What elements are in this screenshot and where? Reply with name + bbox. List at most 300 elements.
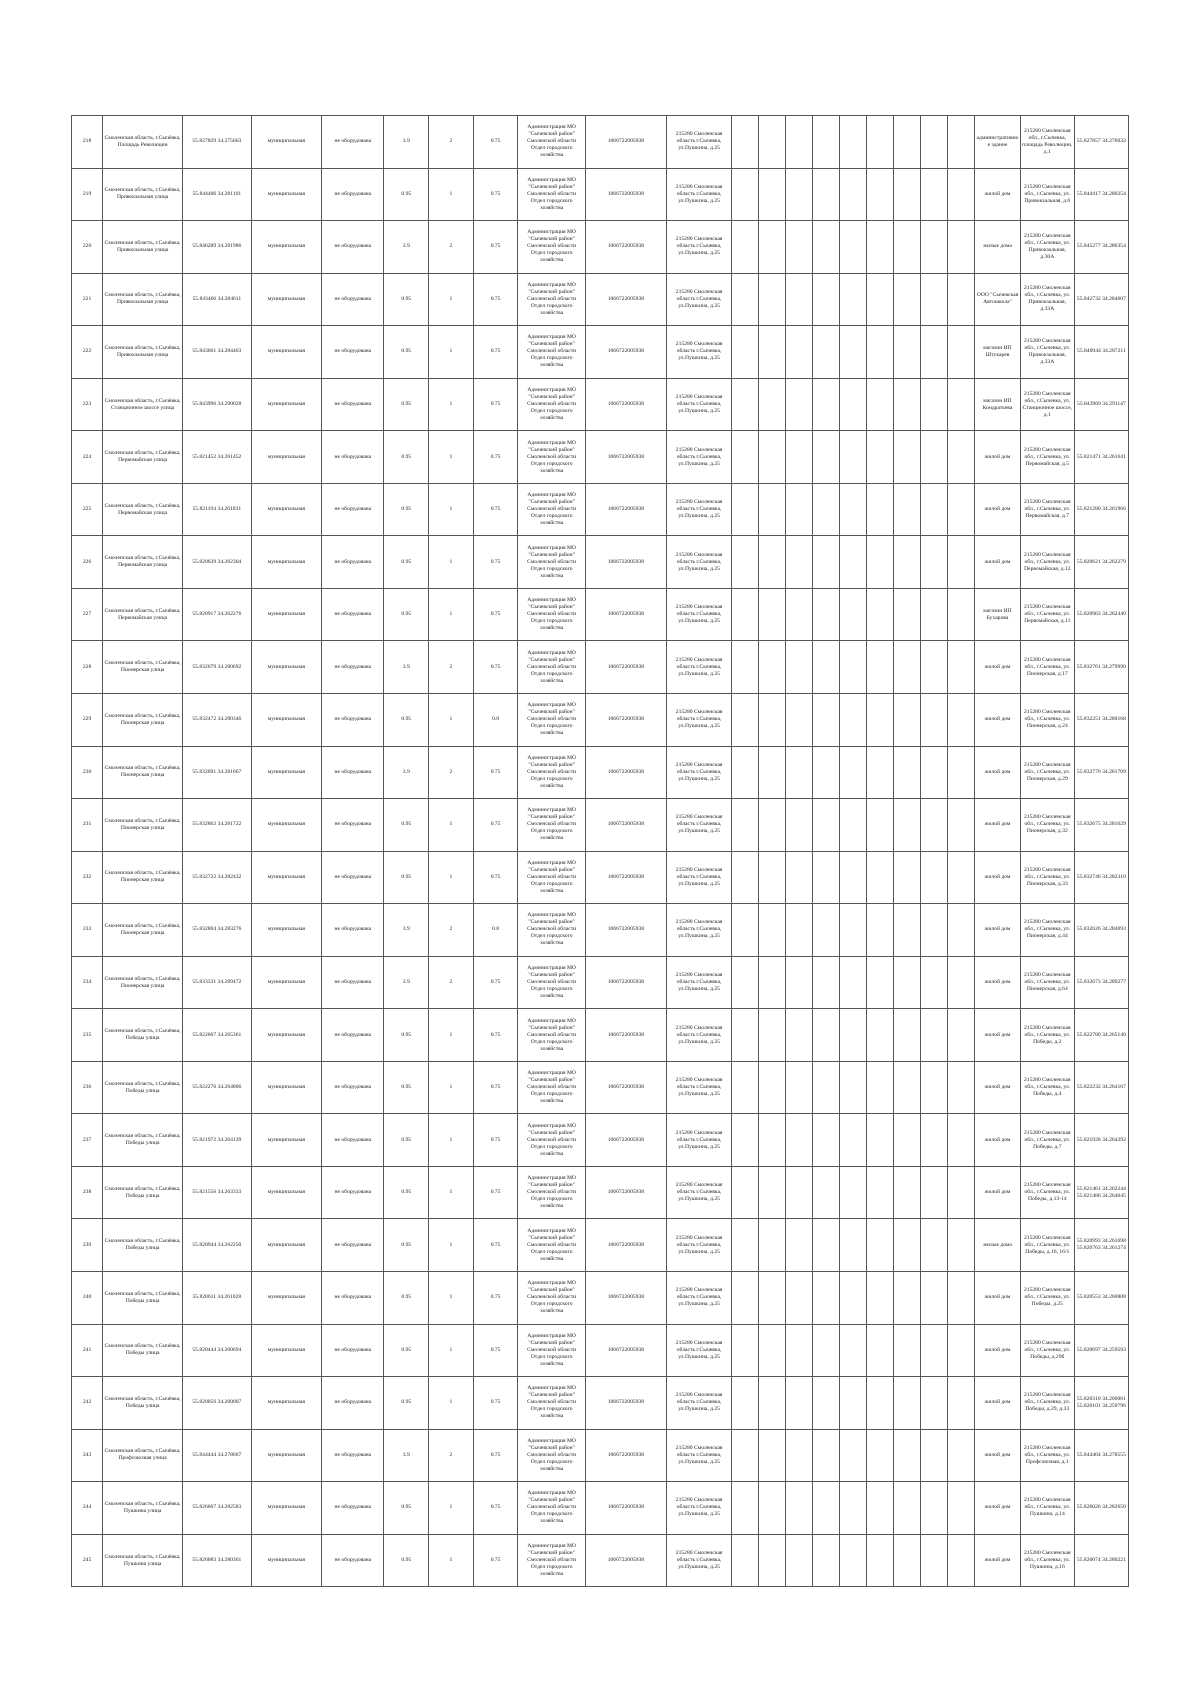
- blank-cell: [732, 378, 759, 431]
- blank-cell: [759, 1166, 786, 1219]
- blank-cell: [840, 1009, 867, 1062]
- container-volume: 0.75: [473, 536, 518, 589]
- table-row: [72, 694, 1129, 747]
- source-coords: 55.821928 34.264292: [1074, 1114, 1128, 1167]
- blank-cell: [759, 746, 786, 799]
- container-count: 2: [429, 746, 474, 799]
- site-area: 0.95: [384, 799, 429, 852]
- blank-cell: [759, 904, 786, 957]
- blank-cell: [759, 1219, 786, 1272]
- blank-cell: [921, 588, 948, 641]
- owner-address: 215280 Смоленская область г.Сычевка, ул.Пушкина, д.25: [666, 799, 731, 852]
- owner-ogrn: 1066722005938: [585, 588, 666, 641]
- location-address: Смоленская область, г.Сычёвка, Пушкина улица: [103, 1482, 183, 1535]
- row-number: 228: [72, 641, 103, 694]
- container-count: 1: [429, 799, 474, 852]
- location-address: Смоленская область, г.Сычёвка, Победы улица: [103, 1009, 183, 1062]
- blank-cell: [867, 694, 894, 747]
- owner-name: Администрация МО "Сычевский район" Смоленской области Отдел городского хозяйства: [518, 1429, 585, 1482]
- location-address: Смоленская область, г.Сычёвка, Пионерская улица: [103, 694, 183, 747]
- blank-cell: [867, 1219, 894, 1272]
- blank-cell: [948, 221, 975, 274]
- blank-cell: [921, 483, 948, 536]
- blank-cell: [759, 1377, 786, 1430]
- source-address: 215280 Смоленская обл., г.Сычевка, ул. Пушкина, д.16: [1020, 1534, 1074, 1587]
- table-row: [72, 1377, 1129, 1430]
- blank-cell: [813, 1377, 840, 1430]
- site-area: 3.9: [384, 641, 429, 694]
- owner-name: Администрация МО "Сычевский район" Смоленской области Отдел городского хозяйства: [518, 378, 585, 431]
- location-coords: 55.832722 34.282432: [183, 851, 252, 904]
- equipment-status: не оборудована: [322, 1377, 384, 1430]
- owner-name: Администрация МО "Сычевский район" Смоленской области Отдел городского хозяйства: [518, 799, 585, 852]
- blank-cell: [732, 1377, 759, 1430]
- blank-cell: [786, 641, 813, 694]
- blank-cell: [921, 1009, 948, 1062]
- source-coords: 55.832746 34.282310: [1074, 851, 1128, 904]
- container-count: 1: [429, 1272, 474, 1325]
- blank-cell: [867, 588, 894, 641]
- blank-cell: [921, 1272, 948, 1325]
- blank-cell: [840, 746, 867, 799]
- location-coords: 55.832472 34.280346: [183, 694, 252, 747]
- blank-cell: [759, 1114, 786, 1167]
- source-address: 215280 Смоленская обл., г.Сычевка, ул. Победы, д.16, 16/1: [1020, 1219, 1074, 1272]
- source-coords: 55.820993 34.261698 55.820763 34.261274: [1074, 1219, 1128, 1272]
- waste-source: административное здание: [975, 116, 1021, 169]
- table-row: [72, 904, 1129, 957]
- blank-cell: [867, 746, 894, 799]
- equipment-status: не оборудована: [322, 588, 384, 641]
- blank-cell: [867, 116, 894, 169]
- blank-cell: [732, 1272, 759, 1325]
- waste-source: жилой дом: [975, 431, 1021, 484]
- blank-cell: [840, 1166, 867, 1219]
- table-row: [72, 221, 1129, 274]
- blank-cell: [786, 536, 813, 589]
- table-row: [72, 1429, 1129, 1482]
- table-row: [72, 1534, 1129, 1587]
- blank-cell: [948, 536, 975, 589]
- equipment-status: не оборудована: [322, 1482, 384, 1535]
- location-coords: 55.826083 34.280361: [183, 1534, 252, 1587]
- blank-cell: [732, 1482, 759, 1535]
- blank-cell: [732, 588, 759, 641]
- site-area: 0.95: [384, 431, 429, 484]
- blank-cell: [921, 1219, 948, 1272]
- blank-cell: [894, 378, 921, 431]
- blank-cell: [948, 431, 975, 484]
- container-count: 1: [429, 1219, 474, 1272]
- blank-cell: [894, 851, 921, 904]
- owner-ogrn: 1066722005938: [585, 536, 666, 589]
- container-count: 1: [429, 483, 474, 536]
- blank-cell: [894, 588, 921, 641]
- blank-cell: [921, 1429, 948, 1482]
- source-coords: 55.832761 34.279990: [1074, 641, 1128, 694]
- location-coords: 55.821972 34.264139: [183, 1114, 252, 1167]
- blank-cell: [813, 1219, 840, 1272]
- site-area: 0.95: [384, 326, 429, 379]
- source-coords: 55.821471 34.261641: [1074, 431, 1128, 484]
- container-volume: 0.75: [473, 799, 518, 852]
- owner-ogrn: 1066722005938: [585, 1272, 666, 1325]
- row-number: 218: [72, 116, 103, 169]
- blank-cell: [840, 168, 867, 221]
- equipment-status: не оборудована: [322, 221, 384, 274]
- blank-cell: [813, 694, 840, 747]
- owner-address: 215280 Смоленская область г.Сычевка, ул.Пушкина, д.25: [666, 1009, 731, 1062]
- blank-cell: [840, 536, 867, 589]
- location-coords: 55.844406 34.281101: [183, 168, 252, 221]
- container-volume: 0.75: [473, 431, 518, 484]
- blank-cell: [786, 1324, 813, 1377]
- ownership-type: муниципальная: [251, 1429, 322, 1482]
- row-number: 223: [72, 378, 103, 431]
- source-coords: 55.821461 34.262244 55.821486 34.264045: [1074, 1166, 1128, 1219]
- container-count: 1: [429, 168, 474, 221]
- ownership-type: муниципальная: [251, 956, 322, 1009]
- source-coords: 55.820697 34.259593: [1074, 1324, 1128, 1377]
- source-coords: 55.826026 34.282656: [1074, 1482, 1128, 1535]
- row-number: 221: [72, 273, 103, 326]
- row-number: 242: [72, 1377, 103, 1430]
- site-area: 0.95: [384, 1272, 429, 1325]
- owner-ogrn: 1066722005938: [585, 1377, 666, 1430]
- equipment-status: не оборудована: [322, 956, 384, 1009]
- container-volume: 0.75: [473, 1114, 518, 1167]
- container-count: 2: [429, 904, 474, 957]
- container-count: 1: [429, 851, 474, 904]
- container-volume: 0.75: [473, 378, 518, 431]
- blank-cell: [948, 483, 975, 536]
- table-row: [72, 746, 1129, 799]
- blank-cell: [759, 1009, 786, 1062]
- owner-ogrn: 1066722005938: [585, 1114, 666, 1167]
- location-coords: 55.832862 34.281722: [183, 799, 252, 852]
- owner-ogrn: 1066722005938: [585, 904, 666, 957]
- owner-name: Администрация МО "Сычевский район" Смоленской области Отдел городского хозяйства: [518, 641, 585, 694]
- owner-name: Администрация МО "Сычевский район" Смоленской области Отдел городского хозяйства: [518, 1061, 585, 1114]
- table-row: [72, 536, 1129, 589]
- container-volume: 0.75: [473, 273, 518, 326]
- blank-cell: [813, 588, 840, 641]
- source-address: 215280 Смоленская обл., г.Сычевка, ул. Победы, д.2: [1020, 1009, 1074, 1062]
- blank-cell: [894, 1534, 921, 1587]
- blank-cell: [813, 1009, 840, 1062]
- row-number: 230: [72, 746, 103, 799]
- blank-cell: [759, 221, 786, 274]
- blank-cell: [813, 116, 840, 169]
- source-coords: 55.821280 34.261966: [1074, 483, 1128, 536]
- blank-cell: [732, 956, 759, 1009]
- owner-ogrn: 1066722005938: [585, 378, 666, 431]
- table-row: [72, 1272, 1129, 1325]
- row-number: 239: [72, 1219, 103, 1272]
- blank-cell: [759, 326, 786, 379]
- location-coords: 55.820639 34.262304: [183, 536, 252, 589]
- owner-ogrn: 1066722005938: [585, 1324, 666, 1377]
- container-count: 1: [429, 1166, 474, 1219]
- blank-cell: [894, 168, 921, 221]
- blank-cell: [948, 641, 975, 694]
- blank-cell: [867, 641, 894, 694]
- source-coords: 55.822232 34.264167: [1074, 1061, 1128, 1114]
- blank-cell: [732, 1429, 759, 1482]
- waste-source: жилой дом: [975, 1166, 1021, 1219]
- source-coords: 55.832770 34.281709: [1074, 746, 1128, 799]
- ownership-type: муниципальная: [251, 641, 322, 694]
- location-coords: 55.820611 34.261028: [183, 1272, 252, 1325]
- blank-cell: [759, 431, 786, 484]
- blank-cell: [732, 1166, 759, 1219]
- table-row: [72, 168, 1129, 221]
- equipment-status: не оборудована: [322, 1009, 384, 1062]
- container-volume: 0.75: [473, 1009, 518, 1062]
- blank-cell: [732, 694, 759, 747]
- table-row: [72, 431, 1129, 484]
- location-coords: 55.820056 34.260007: [183, 1377, 252, 1430]
- location-address: Смоленская область, г.Сычёвка, Профсоюзная улица: [103, 1429, 183, 1482]
- blank-cell: [867, 1114, 894, 1167]
- waste-source: жилой дом: [975, 956, 1021, 1009]
- site-area: 0.95: [384, 378, 429, 431]
- source-coords: 55.840944 34.287211: [1074, 326, 1128, 379]
- blank-cell: [867, 851, 894, 904]
- owner-address: 215280 Смоленская область г.Сычевка, ул.Пушкина, д.25: [666, 1377, 731, 1430]
- owner-name: Администрация МО "Сычевский район" Смоленской области Отдел городского хозяйства: [518, 1534, 585, 1587]
- blank-cell: [759, 536, 786, 589]
- container-volume: 0.75: [473, 1534, 518, 1587]
- blank-cell: [867, 431, 894, 484]
- row-number: 231: [72, 799, 103, 852]
- owner-address: 215280 Смоленская область г.Сычевка, ул.Пушкина, д.25: [666, 746, 731, 799]
- blank-cell: [786, 1429, 813, 1482]
- waste-source: магазин ИП Штукарев: [975, 326, 1021, 379]
- source-coords: 55.827857 34.276032: [1074, 116, 1128, 169]
- blank-cell: [813, 1429, 840, 1482]
- container-volume: 0.75: [473, 641, 518, 694]
- blank-cell: [759, 799, 786, 852]
- waste-source: жилой дом: [975, 1114, 1021, 1167]
- blank-cell: [840, 588, 867, 641]
- blank-cell: [786, 1272, 813, 1325]
- owner-address: 215280 Смоленская область г.Сычевка, ул.Пушкина, д.25: [666, 904, 731, 957]
- blank-cell: [894, 799, 921, 852]
- equipment-status: не оборудована: [322, 273, 384, 326]
- table-row: [72, 851, 1129, 904]
- blank-cell: [867, 1009, 894, 1062]
- blank-cell: [813, 904, 840, 957]
- blank-cell: [948, 1377, 975, 1430]
- row-number: 220: [72, 221, 103, 274]
- blank-cell: [786, 1009, 813, 1062]
- blank-cell: [786, 326, 813, 379]
- location-address: Смоленская область, г.Сычёвка, Первомайская улица: [103, 431, 183, 484]
- ownership-type: муниципальная: [251, 588, 322, 641]
- site-area: 3.9: [384, 904, 429, 957]
- blank-cell: [840, 1377, 867, 1430]
- row-number: 240: [72, 1272, 103, 1325]
- location-coords: 55.832691 34.281667: [183, 746, 252, 799]
- location-address: Смоленская область, г.Сычёвка, Площадь Революции: [103, 116, 183, 169]
- blank-cell: [813, 1114, 840, 1167]
- blank-cell: [813, 1272, 840, 1325]
- blank-cell: [867, 956, 894, 1009]
- blank-cell: [786, 483, 813, 536]
- blank-cell: [894, 1114, 921, 1167]
- blank-cell: [840, 221, 867, 274]
- ownership-type: муниципальная: [251, 1114, 322, 1167]
- blank-cell: [732, 431, 759, 484]
- row-number: 236: [72, 1061, 103, 1114]
- site-area: 0.95: [384, 1219, 429, 1272]
- waste-source: жилой дом: [975, 1272, 1021, 1325]
- owner-name: Администрация МО "Сычевский район" Смоленской области Отдел городского хозяйства: [518, 273, 585, 326]
- source-address: 215280 Смоленская обл., г.Сычевка, ул. Победы, д.29б: [1020, 1324, 1074, 1377]
- row-number: 244: [72, 1482, 103, 1535]
- waste-source: жилой дом: [975, 799, 1021, 852]
- container-volume: 0.75: [473, 483, 518, 536]
- blank-cell: [867, 536, 894, 589]
- blank-cell: [840, 799, 867, 852]
- waste-source: магазин ИП Бухарова: [975, 588, 1021, 641]
- location-coords: 55.820444 34.260694: [183, 1324, 252, 1377]
- blank-cell: [840, 956, 867, 1009]
- blank-cell: [732, 1114, 759, 1167]
- equipment-status: не оборудована: [322, 1534, 384, 1587]
- owner-ogrn: 1066722005938: [585, 483, 666, 536]
- waste-source: жилой дом: [975, 1429, 1021, 1482]
- owner-address: 215280 Смоленская область г.Сычевка, ул.Пушкина, д.25: [666, 273, 731, 326]
- blank-cell: [732, 799, 759, 852]
- blank-cell: [813, 221, 840, 274]
- owner-address: 215280 Смоленская область г.Сычевка, ул.Пушкина, д.25: [666, 1429, 731, 1482]
- blank-cell: [948, 851, 975, 904]
- location-address: Смоленская область, г.Сычёвка, Привокзальная улица: [103, 168, 183, 221]
- source-address: 215280 Смоленская обл., г.Сычевка, ул. Пионерская, д.24: [1020, 694, 1074, 747]
- equipment-status: не оборудована: [322, 851, 384, 904]
- blank-cell: [786, 851, 813, 904]
- owner-name: Администрация МО "Сычевский район" Смоленской области Отдел городского хозяйства: [518, 168, 585, 221]
- blank-cell: [894, 1061, 921, 1114]
- owner-address: 215280 Смоленская область г.Сычевка, ул.Пушкина, д.25: [666, 588, 731, 641]
- blank-cell: [732, 273, 759, 326]
- location-address: Смоленская область, г.Сычёвка, Пионерская улица: [103, 799, 183, 852]
- owner-name: Администрация МО "Сычевский район" Смоленской области Отдел городского хозяйства: [518, 483, 585, 536]
- row-number: 227: [72, 588, 103, 641]
- blank-cell: [921, 904, 948, 957]
- blank-cell: [813, 1061, 840, 1114]
- blank-cell: [813, 273, 840, 326]
- location-coords: 55.827829 34.275663: [183, 116, 252, 169]
- blank-cell: [732, 851, 759, 904]
- container-count: 1: [429, 1377, 474, 1430]
- site-area: 0.95: [384, 1377, 429, 1430]
- blank-cell: [894, 1166, 921, 1219]
- location-coords: 55.821452 34.261452: [183, 431, 252, 484]
- blank-cell: [894, 1377, 921, 1430]
- blank-cell: [867, 221, 894, 274]
- location-address: Смоленская область, г.Сычёвка, Станционное шоссе улица: [103, 378, 183, 431]
- blank-cell: [759, 1272, 786, 1325]
- blank-cell: [759, 1061, 786, 1114]
- blank-cell: [840, 378, 867, 431]
- blank-cell: [759, 1324, 786, 1377]
- blank-cell: [840, 1429, 867, 1482]
- owner-address: 215280 Смоленская область г.Сычевка, ул.Пушкина, д.25: [666, 1219, 731, 1272]
- container-volume: 0.75: [473, 1166, 518, 1219]
- blank-cell: [867, 1377, 894, 1430]
- table-row: [72, 483, 1129, 536]
- table-row: [72, 1166, 1129, 1219]
- source-coords: 55.843969 34.291147: [1074, 378, 1128, 431]
- owner-ogrn: 1066722005938: [585, 641, 666, 694]
- location-coords: 55.822667 34.265361: [183, 1009, 252, 1062]
- container-count: 2: [429, 956, 474, 1009]
- owner-name: Администрация МО "Сычевский район" Смоленской области Отдел городского хозяйства: [518, 1114, 585, 1167]
- blank-cell: [894, 1429, 921, 1482]
- blank-cell: [921, 221, 948, 274]
- owner-address: 215280 Смоленская область г.Сычевка, ул.Пушкина, д.25: [666, 483, 731, 536]
- container-count: 1: [429, 326, 474, 379]
- ownership-type: муниципальная: [251, 851, 322, 904]
- owner-name: Администрация МО "Сычевский район" Смоленской области Отдел городского хозяйства: [518, 1166, 585, 1219]
- blank-cell: [732, 326, 759, 379]
- owner-ogrn: 1066722005938: [585, 1166, 666, 1219]
- source-address: 215280 Смоленская обл., г.Сычевка, ул. Победы, д.7: [1020, 1114, 1074, 1167]
- owner-address: 215280 Смоленская область г.Сычевка, ул.Пушкина, д.25: [666, 694, 731, 747]
- blank-cell: [786, 1114, 813, 1167]
- waste-source: жилые дома: [975, 221, 1021, 274]
- location-address: Смоленская область, г.Сычёвка, Пионерская улица: [103, 904, 183, 957]
- source-address: 215280 Смоленская обл., г.Сычевка, ул. Первомайская, д.5: [1020, 431, 1074, 484]
- container-count: 1: [429, 273, 474, 326]
- location-address: Смоленская область, г.Сычёвка, Пионерская улица: [103, 641, 183, 694]
- blank-cell: [948, 378, 975, 431]
- blank-cell: [840, 1272, 867, 1325]
- location-address: Смоленская область, г.Сычёвка, Пионерская улица: [103, 956, 183, 1009]
- source-address: 215280 Смоленская обл., г.Сычевка, ул. Победы, д.13-14: [1020, 1166, 1074, 1219]
- owner-ogrn: 1066722005938: [585, 746, 666, 799]
- owner-name: Администрация МО "Сычевский район" Смоленской области Отдел городского хозяйства: [518, 746, 585, 799]
- source-address: 215280 Смоленская обл., г.Сычевка, ул. Привокзальная, д.33А: [1020, 326, 1074, 379]
- blank-cell: [948, 1534, 975, 1587]
- equipment-status: не оборудована: [322, 904, 384, 957]
- equipment-status: не оборудована: [322, 641, 384, 694]
- location-coords: 55.820944 34.262250: [183, 1219, 252, 1272]
- blank-cell: [894, 904, 921, 957]
- blank-cell: [894, 431, 921, 484]
- location-address: Смоленская область, г.Сычёвка, Победы улица: [103, 1166, 183, 1219]
- blank-cell: [921, 273, 948, 326]
- blank-cell: [894, 483, 921, 536]
- owner-name: Администрация МО "Сычевский район" Смоленской области Отдел городского хозяйства: [518, 536, 585, 589]
- blank-cell: [867, 1482, 894, 1535]
- row-number: 238: [72, 1166, 103, 1219]
- container-count: 2: [429, 116, 474, 169]
- container-volume: 0.75: [473, 588, 518, 641]
- equipment-status: не оборудована: [322, 431, 384, 484]
- blank-cell: [894, 116, 921, 169]
- owner-address: 215280 Смоленская область г.Сычевка, ул.Пушкина, д.25: [666, 221, 731, 274]
- blank-cell: [894, 694, 921, 747]
- blank-cell: [894, 326, 921, 379]
- container-volume: 0.75: [473, 1377, 518, 1430]
- site-area: 3.9: [384, 116, 429, 169]
- blank-cell: [786, 221, 813, 274]
- equipment-status: не оборудована: [322, 116, 384, 169]
